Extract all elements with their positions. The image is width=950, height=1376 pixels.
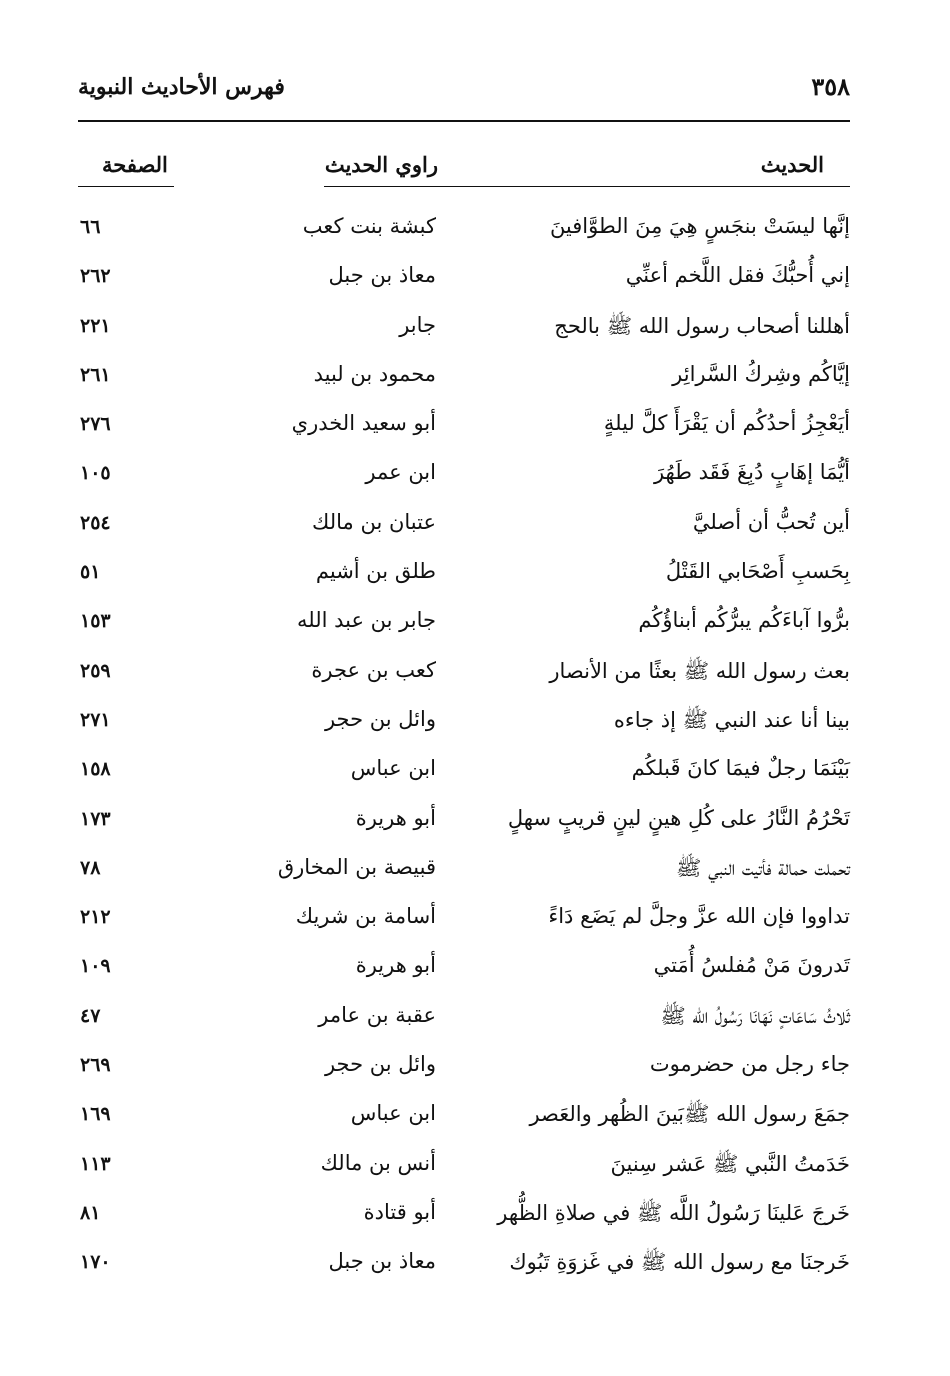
table-row — [78, 947, 850, 996]
table-row — [78, 849, 850, 898]
hadith-text: ثَلاثُ سَاعَاتٍ نَهَانَا رَسُولُ الله ﷺ — [660, 1003, 850, 1028]
narrator-name: معاذ بن جبل — [328, 1249, 436, 1274]
page-ref: ٢٦٢ — [80, 265, 111, 288]
page-ref: ٢٦١ — [80, 363, 111, 386]
column-rule-hadith — [520, 186, 850, 187]
page-ref: ٢٧١ — [80, 708, 111, 731]
hadith-text: خَدَمتُ النَّبي ﷺ عَشر سِنينَ — [610, 1151, 850, 1176]
hadith-text: أيُّمَا إهَابٍ دُبِغَ فَقَد طَهُرَ — [653, 460, 850, 485]
hadith-text: تداووا فإن الله عزَّ وجلَّ لم يَضَع دَاءً — [548, 904, 850, 929]
narrator-name: جابر بن عبد الله — [296, 608, 436, 633]
table-row — [78, 1243, 850, 1292]
table-row — [78, 652, 850, 701]
column-header-hadith: الحديث — [760, 152, 824, 177]
table-row — [78, 504, 850, 553]
page-ref: ١٥٨ — [80, 758, 111, 781]
hadith-text: أيَعْجِزُ أحدُكُم أن يَقْرَأَ كلَّ ليلةٍ — [603, 411, 850, 436]
narrator-name: أبو هريرة — [355, 805, 436, 830]
table-row — [78, 553, 850, 602]
column-header-page: الصفحة — [102, 152, 168, 177]
page-ref: ٢٢١ — [80, 314, 111, 337]
page-ref: ٢١٢ — [80, 906, 111, 929]
narrator-name: ابن عباس — [350, 756, 436, 781]
table-row — [78, 602, 850, 651]
narrator-name: ابن عمر — [365, 460, 436, 485]
page-ref: ١٧٣ — [80, 807, 111, 830]
narrator-name: كعب بن عجرة — [311, 657, 436, 682]
table-row — [78, 701, 850, 750]
page-ref: ١٦٩ — [80, 1103, 111, 1126]
hadith-text: أهللنا أصحاب رسول الله ﷺ بالحج — [554, 313, 850, 338]
hadith-text: إيَّاكُم وشِركُ السَّرائِر — [672, 361, 850, 386]
column-rule-page — [78, 186, 174, 187]
page-ref: ١١٣ — [80, 1152, 111, 1175]
narrator-name: وائل بن حجر — [324, 706, 436, 731]
page-number: ٣٥٨ — [811, 72, 850, 101]
hadith-text: تحملت حمالة فأتيت النبي ﷺ — [676, 855, 850, 880]
book-title: فهرس الأحاديث النبوية — [78, 74, 285, 100]
table-row — [78, 405, 850, 454]
narrator-name: عتبان بن مالك — [312, 509, 436, 534]
header-rule — [78, 120, 850, 122]
narrator-name: طلق بن أشيم — [315, 559, 436, 584]
page-ref: ٦٦ — [80, 216, 101, 238]
table-row — [78, 1145, 850, 1194]
table-row — [78, 208, 850, 257]
page-ref: ٥١ — [80, 561, 101, 584]
hadith-text: بينا أنا عند النبي ﷺ إذ جاءه — [613, 707, 850, 732]
table-row — [78, 750, 850, 799]
narrator-name: أسامة بن شريك — [295, 904, 436, 929]
hadith-text: إني أُحبُّكَ فقل اللَّخم أعنِّي — [625, 263, 850, 288]
narrator-name: أبو قتادة — [363, 1199, 436, 1224]
running-header — [78, 72, 850, 112]
table-row — [78, 1095, 850, 1144]
narrator-name: محمود بن لبيد — [313, 361, 436, 386]
page-ref: ٢٦٩ — [80, 1054, 111, 1077]
hadith-text: إنَّها ليسَتْ بنجَسٍ هِيَ مِنَ الطوَّافينَ — [549, 214, 850, 238]
narrator-name: وائل بن حجر — [324, 1052, 436, 1077]
page-ref: ٧٨ — [80, 856, 101, 879]
page-ref: ٨١ — [80, 1201, 101, 1224]
narrator-name: عقبة بن عامر — [318, 1002, 436, 1027]
narrator-name: أبو سعيد الخدري — [291, 411, 436, 436]
hadith-text: تَدرونَ مَنْ مُفلسُ أُمَتي — [653, 953, 850, 978]
narrator-name: جابر — [399, 312, 436, 337]
hadith-text: جاء رجل من حضرموت — [649, 1052, 850, 1077]
page-ref: ٢٥٩ — [80, 659, 111, 682]
column-rule-narrator — [324, 186, 538, 187]
hadith-text: بِحَسبِ أَصْحَابي القَتْلُ — [665, 559, 850, 584]
page-ref: ١٧٠ — [80, 1251, 111, 1274]
narrator-name: أنس بن مالك — [320, 1150, 436, 1175]
hadith-text: تَحْرُمُ النَّارُ على كُلِ هينٍ لينٍ قريبٍ سهلٍ — [507, 805, 850, 830]
hadith-text: برُّوا آباءَكُم يبرُّكُم أبناؤُكُم — [638, 608, 850, 633]
table-row — [78, 898, 850, 947]
narrator-name: معاذ بن جبل — [328, 263, 436, 288]
page-ref: ٢٧٦ — [80, 413, 111, 436]
page-ref: ١٠٩ — [80, 955, 111, 978]
hadith-text: خَرجَ عَلينَا رَسُولُ اللَّه ﷺ في صلاةِ الظُّهر — [497, 1200, 850, 1225]
page-ref: ٤٧ — [80, 1004, 101, 1027]
page-ref: ١٠٥ — [80, 462, 111, 485]
table-row — [78, 997, 850, 1046]
table-row — [78, 800, 850, 849]
hadith-text: جمَعَ رسول الله ﷺبَينَ الظُهر والعَصر — [529, 1102, 850, 1127]
hadith-text: بعث رسول الله ﷺ بعثًا من الأنصار — [549, 658, 850, 683]
page-ref: ١٥٣ — [80, 610, 111, 633]
table-row — [78, 454, 850, 503]
narrator-name: قبيصة بن المخارق — [277, 854, 436, 879]
hadith-index-table — [78, 208, 850, 1293]
hadith-text: أين تُحبُّ أن أصليَّ — [692, 509, 850, 534]
narrator-name: أبو هريرة — [355, 953, 436, 978]
hadith-text: بَيْنَمَا رجلٌ فيمَا كانَ قَبلكُم — [631, 756, 850, 781]
table-row — [78, 356, 850, 405]
column-header-narrator: راوي الحديث — [324, 152, 438, 177]
narrator-name: ابن عباس — [350, 1101, 436, 1126]
hadith-text: خَرجنَا مع رسول الله ﷺ في غَزوَةِ تَبُوك — [509, 1250, 850, 1275]
table-row — [78, 307, 850, 356]
table-row — [78, 1046, 850, 1095]
page-ref: ٢٥٤ — [80, 511, 111, 534]
table-row — [78, 1194, 850, 1243]
table-row — [78, 257, 850, 306]
narrator-name: كبشة بنت كعب — [302, 214, 436, 238]
